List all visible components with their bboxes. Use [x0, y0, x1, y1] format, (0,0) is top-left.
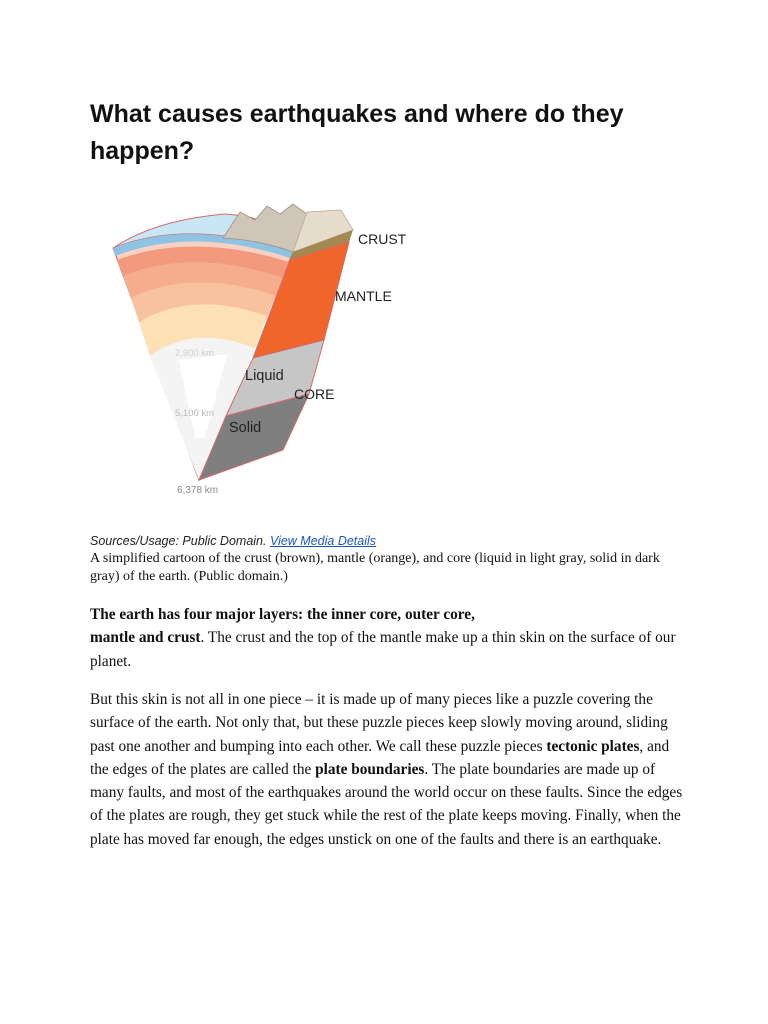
label-liquid: Liquid	[245, 368, 284, 384]
label-solid: Solid	[229, 420, 262, 436]
term-plate-boundaries: plate boundaries	[315, 760, 425, 778]
depth-label-center: 6,378 km	[177, 485, 219, 496]
source-line	[90, 534, 376, 548]
earth-layers-diagram	[95, 198, 435, 510]
source-text: Sources/Usage: Public Domain.	[90, 534, 267, 548]
paragraph-part2: , and the edges of the plates are called the	[90, 737, 670, 778]
paragraph-rest: . The crust and the top of the mantle make up a thin skin on the surface of our planet.	[90, 629, 676, 670]
depth-label-mantle: 2,900 km	[175, 348, 215, 359]
paragraph-lead-line1: The earth has four major layers: the inner core, outer core,	[90, 606, 475, 623]
view-media-details-link[interactable]: View Media Details	[269, 534, 377, 548]
depth-label-core: 5,100 km	[175, 408, 215, 419]
paragraph-layers	[90, 603, 690, 673]
label-mantle: MANTLE	[335, 288, 392, 304]
label-core: CORE	[294, 386, 335, 402]
paragraph-part3: . The plate boundaries are made up of many faults, and most of the earthquakes around the world occur on these faults. Since the edges of the plates are rough, they get stuck while the rest of the plate keeps moving. Finally, when the plate has moved far enough, the edges unstick on one of the faults and there is an earthquake.	[90, 760, 683, 848]
term-tectonic-plates: tectonic plates	[546, 737, 640, 755]
paragraph-plates	[90, 688, 690, 851]
label-crust: CRUST	[358, 231, 407, 247]
page-title: What causes earthquakes and where do they happen?	[90, 100, 624, 165]
figure-caption: A simplified cartoon of the crust (brown), mantle (orange), and core (liquid in light gray, solid in dark gray) of the earth. (Public domain.)	[90, 551, 660, 584]
paragraph-part1: But this skin is not all in one piece – it is made up of many pieces like a puzzle covering the surface of the earth. Not only that, but these puzzle pieces keep slowly moving around, sliding past one another and bumping into each other. We call these puzzle pieces	[90, 691, 668, 755]
paragraph-lead-line2: mantle and crust	[90, 629, 201, 647]
